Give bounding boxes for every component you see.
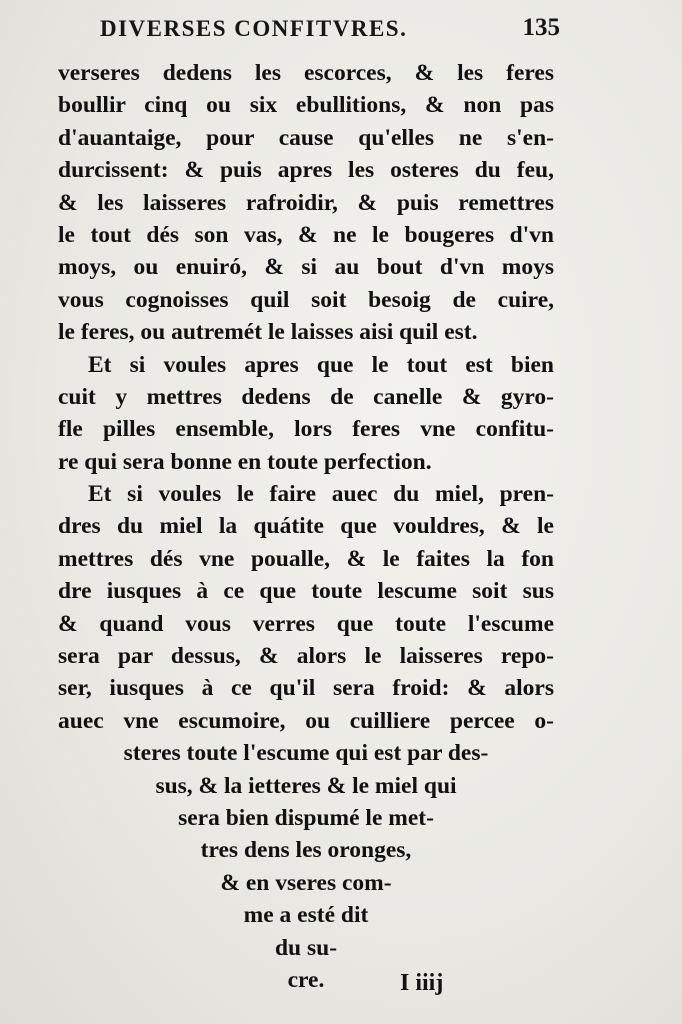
text-line: dres du miel la quátite que vouldres, & le <box>58 513 554 540</box>
paragraph-start: Et si voules le faire auec du miel, pren- <box>88 481 554 508</box>
text-line: d'auantaige, pour cause qu'elles ne s'en- <box>58 124 554 151</box>
signature-mark: I iiij <box>400 970 444 996</box>
text-line: & quand vous verres que toute l'escume <box>58 610 554 637</box>
running-title: DIVERSES CONFITVRES. <box>100 16 408 41</box>
cul-de-lampe-line: me a esté dit <box>243 902 369 929</box>
cul-de-lampe-line: tres dens les oronges, <box>200 837 412 864</box>
text-line: mettres dés vne poualle, & le faites la fon <box>58 545 554 572</box>
cul-de-lampe-line: cre. <box>287 966 325 993</box>
text-line: durcissent: & puis apres les osteres du feu, <box>58 157 554 184</box>
text-line: auec vne escumoire, ou cuilliere percee o- <box>58 707 554 734</box>
text-line: cuit y mettres dedens de canelle & gyro- <box>58 383 554 410</box>
text-line: vous cognoisses quil soit besoig de cuire, <box>58 286 554 313</box>
text-line: re qui sera bonne en toute perfection. <box>58 448 432 475</box>
text-line: sera par dessus, & alors le laisseres repo- <box>58 643 554 670</box>
cul-de-lampe-line: sus, & la ietteres & le miel qui <box>155 772 457 799</box>
body-text <box>58 57 554 996</box>
cul-de-lampe-line: & en vseres com- <box>220 869 392 896</box>
running-head <box>100 12 560 52</box>
text-line: & les laisseres rafroidir, & puis remettres <box>58 189 554 216</box>
paragraph-start: Et si voules apres que le tout est bien <box>88 351 554 378</box>
cul-de-lampe-line: du su- <box>274 934 338 961</box>
text-line: le feres, ou autremét le laisses aisi quil est. <box>58 319 478 346</box>
text-line: moys, ou enuiró, & si au bout d'vn moys <box>58 254 554 281</box>
page-number: 135 <box>522 14 560 41</box>
text-line: ser, iusques à ce qu'il sera froid: & alors <box>58 675 554 702</box>
text-line: dre iusques à ce que toute lescume soit sus <box>58 578 554 605</box>
cul-de-lampe-line: steres toute l'escume qui est par des- <box>123 740 489 767</box>
text-line: verseres dedens les escorces, & les feres <box>58 60 554 86</box>
text-line: fle pilles ensemble, lors feres vne confitu- <box>58 416 554 443</box>
text-line: le tout dés son vas, & ne le bougeres d'vn <box>58 221 554 248</box>
cul-de-lampe-line: sera bien dispumé le met- <box>178 804 434 831</box>
text-line: boullir cinq ou six ebullitions, & non pas <box>58 92 554 119</box>
